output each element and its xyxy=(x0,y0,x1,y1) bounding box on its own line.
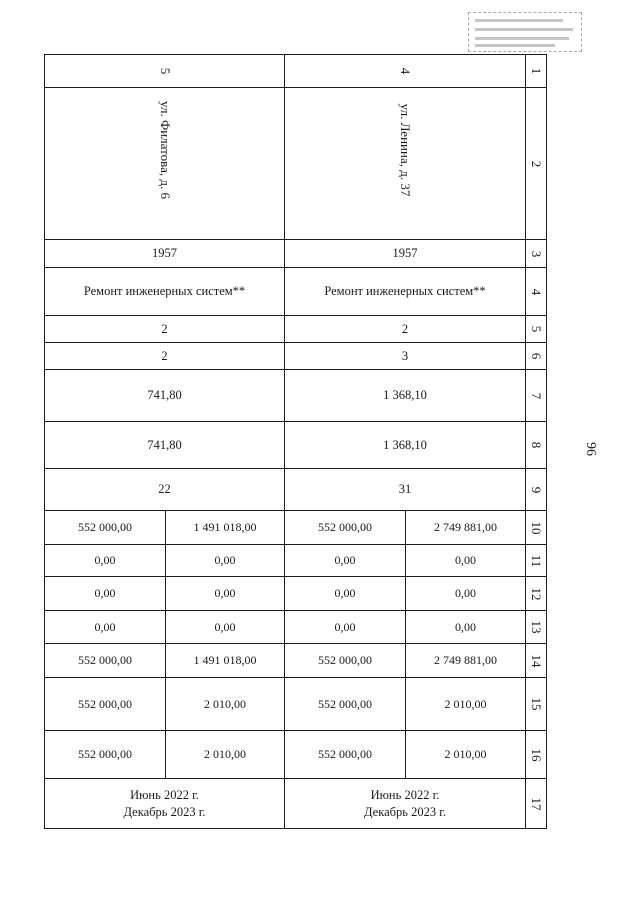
amount-cell: 552 000,00 xyxy=(45,731,166,779)
row-number-cell: 4 xyxy=(526,268,547,316)
amount-cell: 2 010,00 xyxy=(406,731,526,779)
year-cell: 1957 xyxy=(45,240,285,268)
row-number-cell: 12 xyxy=(526,577,547,611)
value-cell: 741,80 xyxy=(45,370,285,422)
amount-cell: 0,00 xyxy=(45,545,166,577)
period-start: Июнь 2022 г. xyxy=(130,787,199,802)
amount-cell: 0,00 xyxy=(285,545,406,577)
value-cell: 31 xyxy=(285,469,526,511)
value-cell: 2 xyxy=(45,316,285,343)
table-row xyxy=(45,370,547,422)
table-row xyxy=(45,545,547,577)
row-number-cell: 7 xyxy=(526,370,547,422)
row-number-cell: 6 xyxy=(526,343,547,370)
table-row xyxy=(45,55,547,88)
amount-cell: 0,00 xyxy=(285,611,406,644)
value-cell: 741,80 xyxy=(45,422,285,469)
row-number-cell: 16 xyxy=(526,731,547,779)
year-cell: 1957 xyxy=(285,240,526,268)
amount-cell: 2 010,00 xyxy=(166,731,285,779)
amount-cell: 0,00 xyxy=(166,577,285,611)
table-row xyxy=(45,469,547,511)
row-number-cell: 5 xyxy=(526,316,547,343)
row-number-cell: 11 xyxy=(526,545,547,577)
table-row xyxy=(45,268,547,316)
row-number-cell: 15 xyxy=(526,678,547,731)
value-cell: 2 xyxy=(45,343,285,370)
table-row xyxy=(45,316,547,343)
amount-cell: 0,00 xyxy=(45,611,166,644)
amount-cell: 552 000,00 xyxy=(45,678,166,731)
value-cell: 2 xyxy=(285,316,526,343)
period-start: Июнь 2022 г. xyxy=(370,787,440,802)
amount-cell: 1 491 018,00 xyxy=(166,644,285,678)
column-number-cell: 5 xyxy=(45,55,285,88)
table-row xyxy=(45,511,547,545)
data-table xyxy=(44,54,547,829)
row-number-cell: 9 xyxy=(526,469,547,511)
amount-cell: 0,00 xyxy=(166,611,285,644)
amount-cell: 1 491 018,00 xyxy=(166,511,285,545)
registration-stamp xyxy=(468,12,582,52)
table-row xyxy=(45,611,547,644)
value-cell: 3 xyxy=(285,343,526,370)
row-number-cell: 14 xyxy=(526,644,547,678)
amount-cell: 552 000,00 xyxy=(45,644,166,678)
table-row xyxy=(45,343,547,370)
row-number-cell: 3 xyxy=(526,240,547,268)
row-number-cell: 17 xyxy=(526,779,547,829)
amount-cell: 0,00 xyxy=(166,545,285,577)
table-row xyxy=(45,731,547,779)
value-cell: 1 368,10 xyxy=(285,370,526,422)
row-number-cell: 10 xyxy=(526,511,547,545)
amount-cell: 0,00 xyxy=(45,577,166,611)
value-cell: 1 368,10 xyxy=(285,422,526,469)
row-number-cell: 1 xyxy=(526,55,547,88)
amount-cell: 2 010,00 xyxy=(166,678,285,731)
amount-cell: 0,00 xyxy=(406,577,526,611)
page-number: 96 xyxy=(583,442,598,456)
amount-cell: 2 749 881,00 xyxy=(406,644,526,678)
amount-cell: 552 000,00 xyxy=(45,511,166,545)
amount-cell: 2 010,00 xyxy=(406,678,526,731)
amount-cell: 0,00 xyxy=(406,611,526,644)
amount-cell: 0,00 xyxy=(406,545,526,577)
table-row xyxy=(45,779,547,829)
amount-cell: 552 000,00 xyxy=(285,644,406,678)
period-cell xyxy=(285,779,526,829)
period-end: Декабрь 2023 г. xyxy=(123,804,206,819)
amount-cell: 0,00 xyxy=(285,577,406,611)
address-cell: ул. Филатова, д. 6 xyxy=(45,88,285,240)
amount-cell: 2 749 881,00 xyxy=(406,511,526,545)
table-row xyxy=(45,422,547,469)
table-row xyxy=(45,678,547,731)
row-number-cell: 2 xyxy=(526,88,547,240)
amount-cell: 552 000,00 xyxy=(285,731,406,779)
period-end: Декабрь 2023 г. xyxy=(363,804,447,819)
work-type-cell: Ремонт инженерных систем** xyxy=(45,268,285,316)
work-type-cell: Ремонт инженерных систем** xyxy=(285,268,526,316)
row-number-cell: 8 xyxy=(526,422,547,469)
table-row xyxy=(45,644,547,678)
column-number-cell: 4 xyxy=(285,55,526,88)
value-cell: 22 xyxy=(45,469,285,511)
amount-cell: 552 000,00 xyxy=(285,511,406,545)
table-row xyxy=(45,577,547,611)
period-cell xyxy=(45,779,285,829)
row-number-cell: 13 xyxy=(526,611,547,644)
table-row xyxy=(45,240,547,268)
table-row xyxy=(45,88,547,240)
address-cell: ул. Ленина, д. 37 xyxy=(285,88,526,240)
amount-cell: 552 000,00 xyxy=(285,678,406,731)
